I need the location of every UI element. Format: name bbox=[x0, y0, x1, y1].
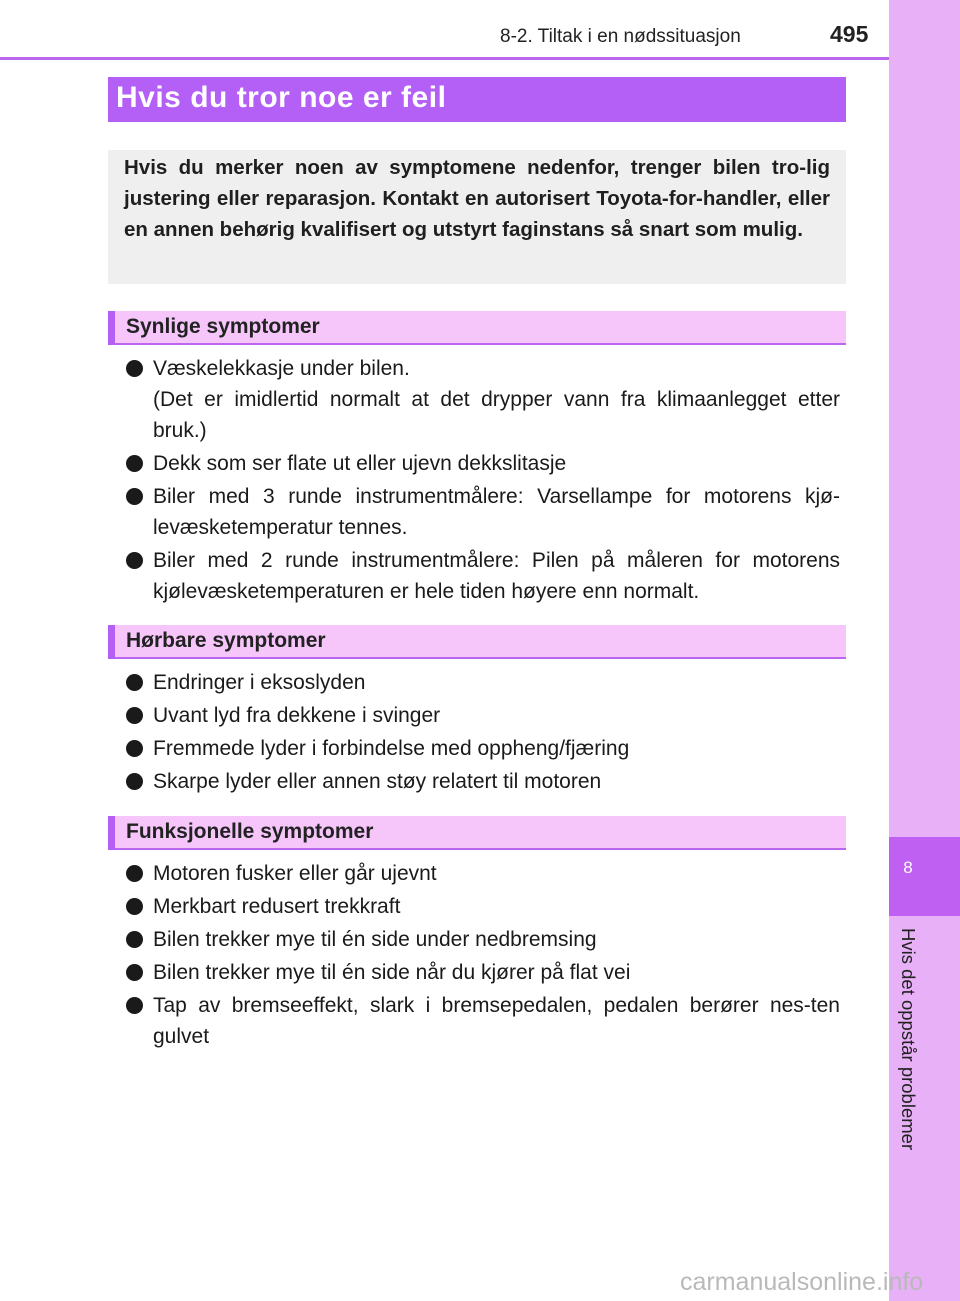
bullet-icon bbox=[126, 997, 143, 1014]
bullet-icon bbox=[126, 773, 143, 790]
list-item bbox=[126, 481, 840, 543]
section-header-audible bbox=[108, 625, 846, 659]
bullet-icon bbox=[126, 360, 143, 377]
list-item bbox=[126, 858, 840, 889]
list-item-text: Uvant lyd fra dekkene i svinger bbox=[153, 704, 441, 727]
page-title: Hvis du tror noe er feil bbox=[116, 81, 447, 114]
list-item-text: Tap av bremseeffekt, slark i bremsepedalen, pedalen berører nes-ten gulvet bbox=[153, 994, 840, 1048]
chapter-number: 8 bbox=[903, 858, 913, 877]
functional-symptoms-list bbox=[126, 858, 840, 1054]
section-heading: Hørbare symptomer bbox=[126, 629, 326, 652]
list-item-text: Bilen trekker mye til én side under nedbremsing bbox=[153, 928, 597, 951]
header-rule bbox=[0, 57, 889, 60]
list-item-text: Fremmede lyder i forbindelse med oppheng/fjæring bbox=[153, 737, 630, 760]
bullet-icon bbox=[126, 707, 143, 724]
list-item bbox=[126, 924, 840, 955]
list-item bbox=[126, 353, 840, 446]
bullet-icon bbox=[126, 488, 143, 505]
bullet-icon bbox=[126, 964, 143, 981]
list-item-text: Bilen trekker mye til én side når du kjører på flat vei bbox=[153, 961, 631, 984]
audible-symptoms-list bbox=[126, 667, 840, 799]
list-item-text: Endringer i eksoslyden bbox=[153, 671, 366, 694]
list-item bbox=[126, 990, 840, 1052]
list-item bbox=[126, 700, 840, 731]
list-item-text: Motoren fusker eller går ujevnt bbox=[153, 862, 437, 885]
list-item-note: (Det er imidlertid normalt at det drypper vann fra klimaanlegget etter bruk.) bbox=[153, 388, 840, 442]
bullet-icon bbox=[126, 552, 143, 569]
list-item bbox=[126, 667, 840, 698]
list-item bbox=[126, 545, 840, 607]
chapter-title: Hvis det oppstår problemer bbox=[898, 928, 919, 1151]
visible-symptoms-list bbox=[126, 353, 840, 609]
section-header-functional bbox=[108, 816, 846, 850]
section-heading: Synlige symptomer bbox=[126, 315, 320, 338]
bullet-icon bbox=[126, 674, 143, 691]
running-header-section: 8-2. Tiltak i en nødssituasjon bbox=[500, 26, 741, 47]
list-item bbox=[126, 957, 840, 988]
list-item-text: Dekk som ser flate ut eller ujevn dekkslitasje bbox=[153, 452, 567, 475]
bullet-icon bbox=[126, 931, 143, 948]
section-heading: Funksjonelle symptomer bbox=[126, 820, 374, 843]
section-header-visible bbox=[108, 311, 846, 345]
bullet-icon bbox=[126, 898, 143, 915]
page-number: 495 bbox=[830, 21, 869, 47]
list-item bbox=[126, 448, 840, 479]
list-item-text: Biler med 2 runde instrumentmålere: Pilen på måleren for motorens kjølevæsketemperaturen er hele tiden høyere enn normalt. bbox=[153, 549, 840, 603]
list-item-text: Merkbart redusert trekkraft bbox=[153, 895, 401, 918]
bullet-icon bbox=[126, 740, 143, 757]
bullet-icon bbox=[126, 455, 143, 472]
intro-text: Hvis du merker noen av symptomene nedenfor, trenger bilen tro-lig justering eller reparasjon. Kontakt en autorisert Toyota-for-handler, eller en annen behørig kvalifisert og utstyrt faginstans så snart som mulig. bbox=[124, 156, 830, 241]
watermark: carmanualsonline.info bbox=[680, 1268, 924, 1296]
list-item-text: Skarpe lyder eller annen støy relatert til motoren bbox=[153, 770, 602, 793]
list-item bbox=[126, 733, 840, 764]
list-item-text: Væskelekkasje under bilen. bbox=[153, 357, 410, 380]
list-item bbox=[126, 891, 840, 922]
bullet-icon bbox=[126, 865, 143, 882]
list-item bbox=[126, 766, 840, 797]
list-item-text: Biler med 3 runde instrumentmålere: Varsellampe for motorens kjø-levæsketemperatur tennes. bbox=[153, 485, 840, 539]
